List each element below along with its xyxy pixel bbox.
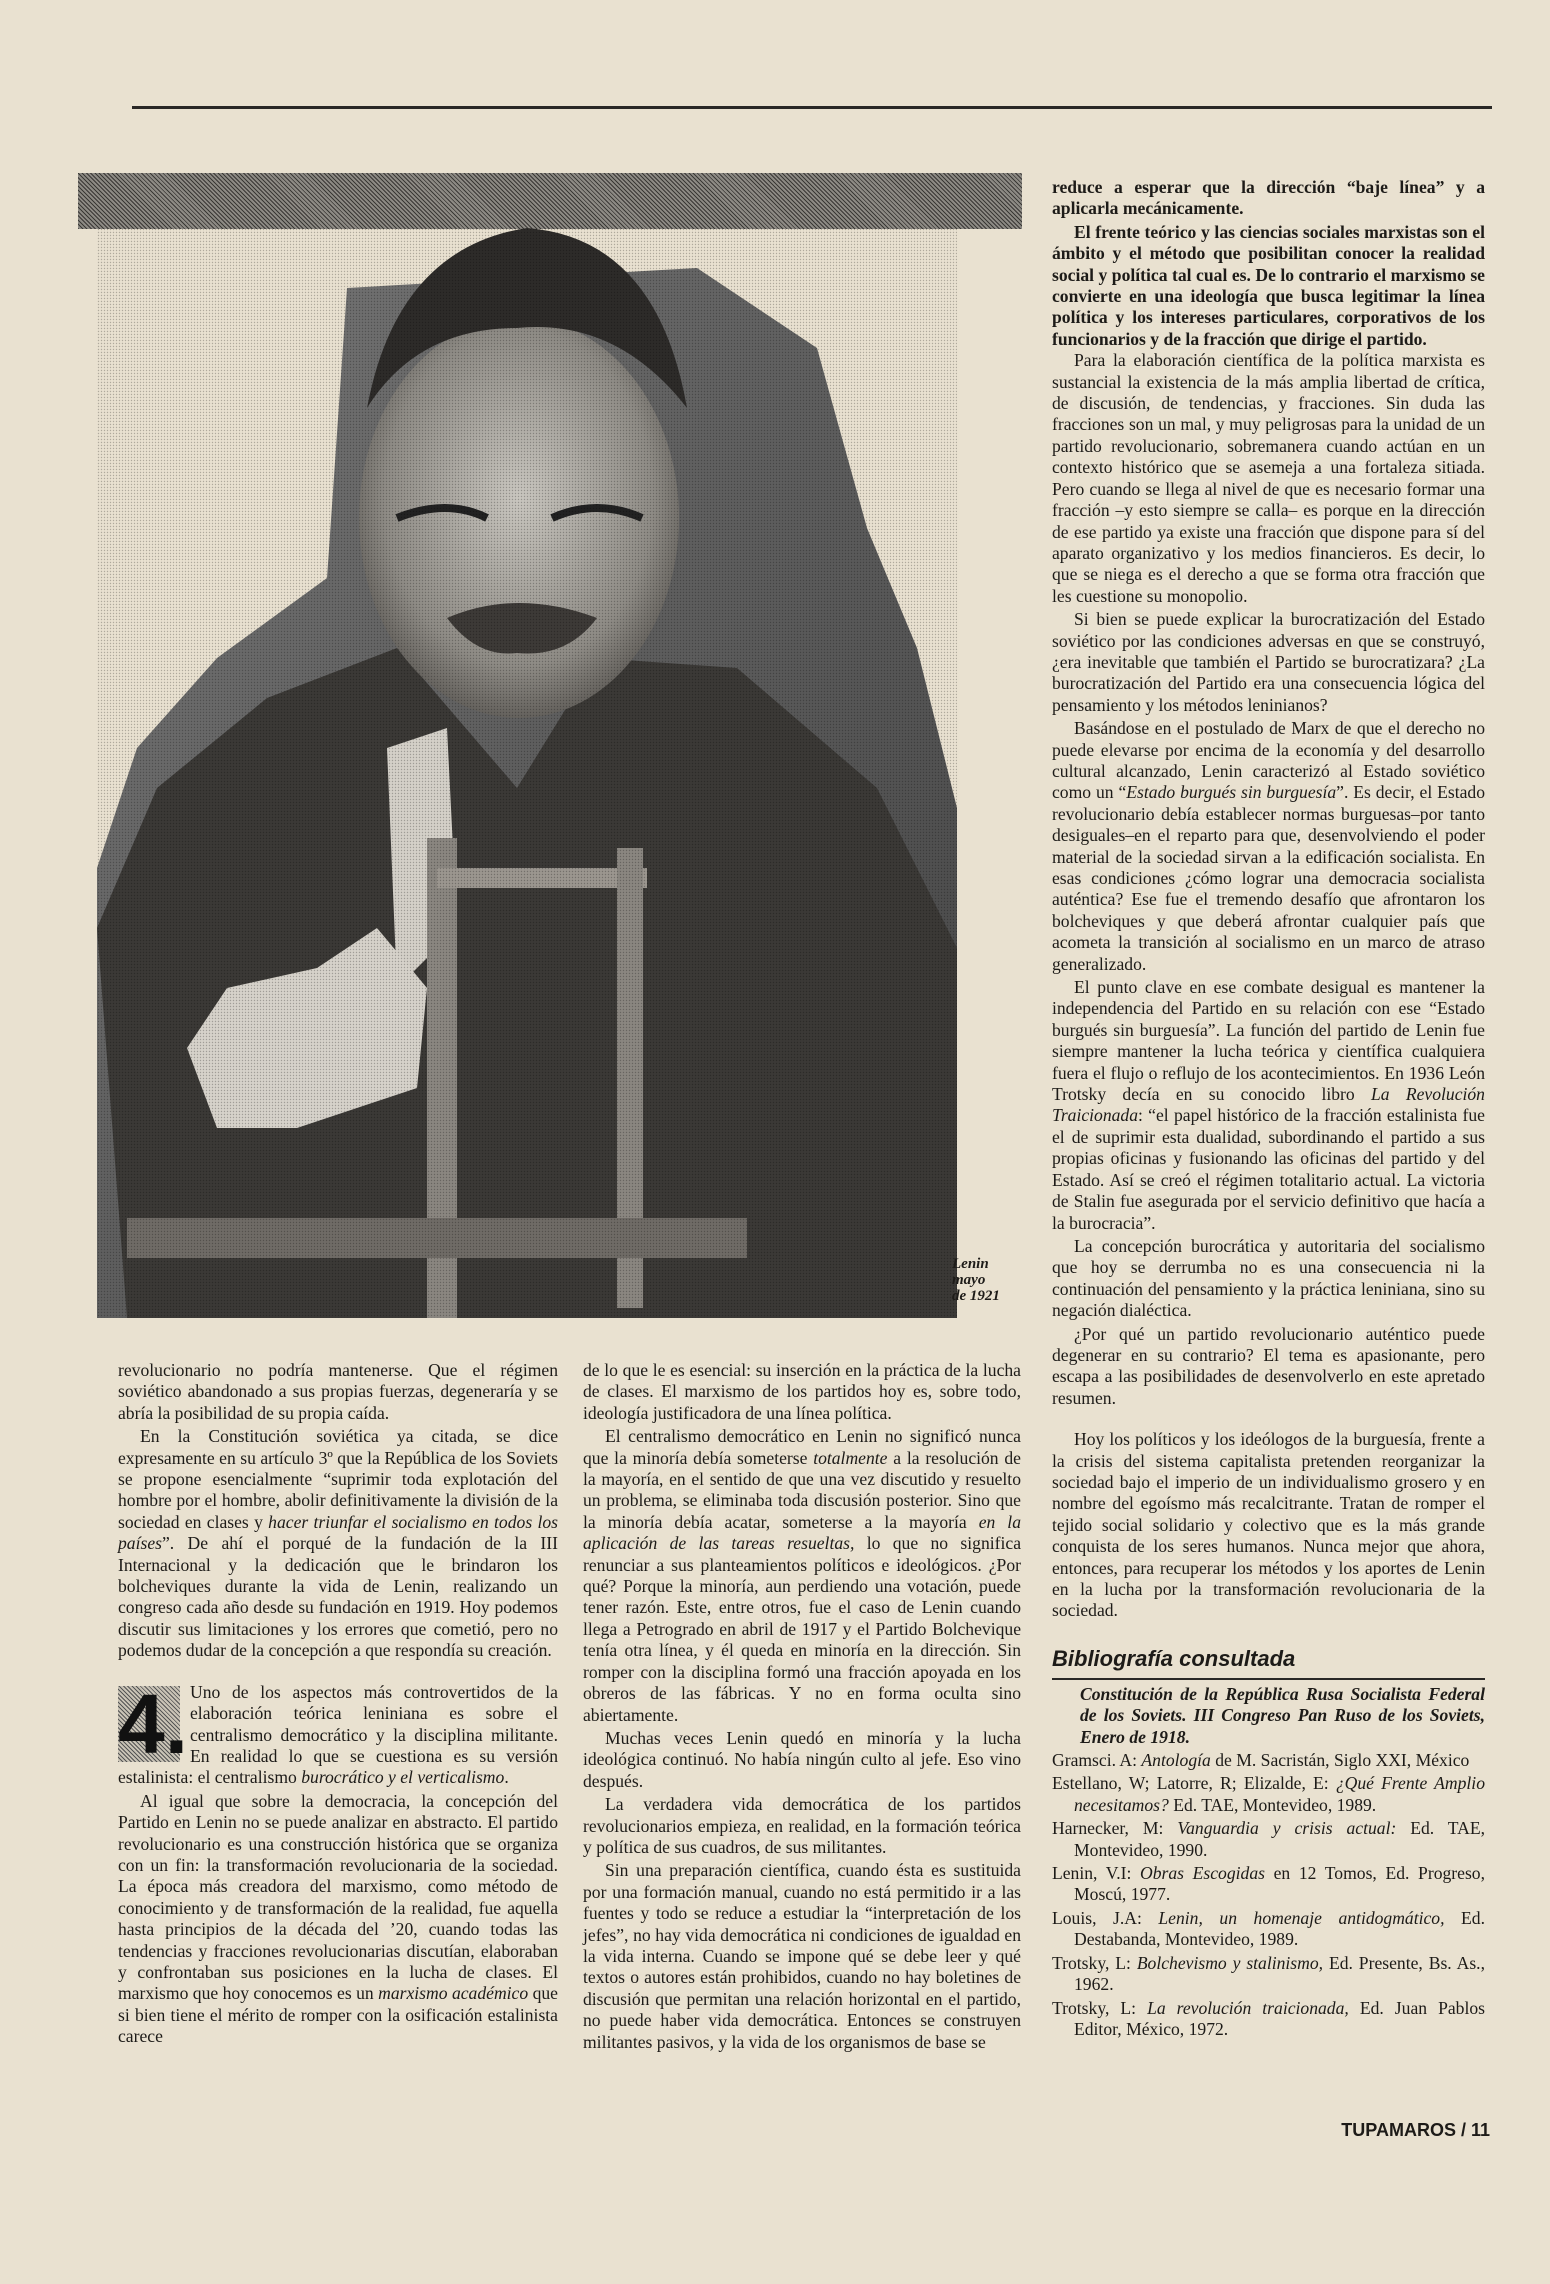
top-rule: [132, 106, 1492, 109]
paragraph: Hoy los políticos y los ideólogos de la burguesía, frente a la crisis del sistema capitalista pretenden reorganizar la sociedad bajo el imperio de un individualismo grosero y en nombre del egoísmo más recalcitrante. Tratan de romper el tejido social solidario y colectivo que es la más grande conquista de los seres humanos. Nunca mejor que ahora, entonces, para recuperar los métodos y los aportes de Lenin en la lucha por la transformación revolucionaria de la sociedad.: [1052, 1429, 1485, 1621]
column-2: [583, 1360, 1021, 2053]
photo-caption: [952, 1256, 1016, 1304]
paragraph-section-4: 4. Uno de los aspectos más controvertidos de la elaboración teórica leniniana es sobre el centralismo democrático y la disciplina militante. En realidad lo que se cuestiona es su versión estalinista: el centralismo burocrático y el verticalismo.: [118, 1676, 558, 1788]
bib-entry: Trotsky, L: Bolchevismo y stalinismo, Ed. Presente, Bs. As., 1962.: [1052, 1952, 1485, 1995]
bib-entry: Lenin, V.I: Obras Escogidas en 12 Tomos, Ed. Progreso, Moscú, 1977.: [1052, 1863, 1486, 1905]
bib-entry: Constitución de la República Rusa Socialista Federal de los Soviets. III Congreso Pan Ruso de los Soviets, Enero de 1918.: [1080, 1683, 1485, 1747]
bib-entry: Louis, J.A: Lenin, un homenaje antidogmático, Ed. Destabanda, Montevideo, 1989.: [1052, 1907, 1485, 1950]
column-3: [1052, 177, 1485, 2040]
paragraph: El punto clave en ese combate desigual es mantener la independencia del Partido en su relación con ese “Estado burgués sin burguesía”. La función del partido de Lenin fue siempre mantener la lucha teórica y científica cualquiera fuera el flujo o reflujo de los acontecimientos. En 1936 León Trotsky decía en su conocido libro La Revolución Traicionada: “el papel histórico de la fracción estalinista fue el de suprimir esta dualidad, subordinando el partido a sus propias oficinas y fusionando las oficinas del partido y del Estado. Así se creó el régimen totalitario actual. La victoria de Stalin fue asegurada por el servicio definitivo que hacía a la burocracia”.: [1052, 977, 1485, 1233]
bibliography-list: [1052, 1684, 1485, 2041]
bib-entry: Trotsky, L: La revolución traicionada, Ed. Juan Pablos Editor, México, 1972.: [1052, 1997, 1485, 2039]
paragraph: Al igual que sobre la democracia, la concepción del Partido en Lenin no se puede analizar en abstracto. El partido revolucionario es una construcción histórica que se organiza con un fin: la transformación revolucionaria de la sociedad. La época más creadora del marxismo, como método de conocimiento y de transformación de la realidad, fue aquella hasta principios de la década del ’20, cuando todas las tendencias y fracciones revolucionarias discutían, elaboraban y confrontaban sus posiciones en la lucha de clases. El marxismo que hoy conocemos es un marxismo académico que si bien tiene el mérito de romper con la osificación estalinista carece: [118, 1790, 558, 2047]
bib-entry: Estellano, W; Latorre, R; Elizalde, E: ¿Qué Frente Amplio necesitamos? Ed. TAE, Montevideo, 1989.: [1052, 1773, 1485, 1815]
paragraph: Muchas veces Lenin quedó en minoría y la lucha ideológica continuó. No había ningún culto al jefe. Eso vino después.: [583, 1727, 1021, 1791]
column-1: [118, 1360, 558, 2048]
paragraph: revolucionario no podría mantenerse. Que el régimen soviético abandonado a sus propias fuerzas, degeneraría y se abría la posibilidad de su propia caída.: [118, 1360, 558, 1423]
paragraph: Si bien se puede explicar la burocratización del Estado soviético por las condiciones adversas en que se construyó, ¿era inevitable que también el Partido se burocratizara? ¿La burocratización del Partido era una consecuencia lógica del pensamiento y los métodos leninianos?: [1052, 609, 1485, 715]
bibliography-heading: Bibliografía consultada: [1052, 1646, 1485, 1680]
paragraph-bold: reduce a esperar que la dirección “baje línea” y a aplicarla mecánicamente.: [1052, 177, 1485, 219]
caption-line: mayo: [952, 1272, 986, 1288]
bib-entry: Gramsci. A: Antología de M. Sacristán, Siglo XXI, México: [1052, 1750, 1470, 1771]
page-footer: TUPAMAROS / 11: [1341, 2120, 1490, 2140]
bib-entry: Harnecker, M: Vanguardia y crisis actual: Ed. TAE, Montevideo, 1990.: [1052, 1818, 1485, 1860]
paragraph: Sin una preparación científica, cuando ésta es sustituida por una formación manual, cuando no está permitido ir a las fuentes y todo se reduce a estudiar la “interpretación de los jefes”, no hay vida democrática ni condiciones de igualdad en la vida interna. Cuando se impone qué se debe leer y qué textos o autores están prohibidos, cuando no hay boletines de discusión que permitan una relación horizontal en el partido, no puede haber vida democrática. Entonces se construyen militantes pasivos, y la vida de los organismos de base se: [583, 1860, 1021, 2052]
paragraph: La verdadera vida democrática de los partidos revolucionarios empieza, en realidad, en la formación teórica y política de sus cuadros, de sus militantes.: [583, 1794, 1021, 1857]
section-number: 4.: [118, 1676, 189, 1771]
paragraph: ¿Por qué un partido revolucionario auténtico puede degenerar en su contrario? El tema es apasionante, pero escapa a las posibilidades de desenvolverlo en este apretado resumen.: [1052, 1323, 1485, 1408]
paragraph: Basándose en el postulado de Marx de que el derecho no puede elevarse por encima de la economía y del desarrollo cultural alcanzado, Lenin caracterizó al Estado soviético como un “Estado burgués sin burguesía”. Es decir, el Estado revolucionario debía establecer normas burguesas–por tanto desiguales–en el reparto para que, desenvolviendo el poder material de la sociedad sirvan a la edificación socialista. En esas condiciones ¿cómo lograr una democracia socialista auténtica? Ese fue el tremendo desafío que afrontaron los bolcheviques y que deberá afrontar cualquier país que acometa la transición al socialismo en un marco de atraso generalizado.: [1052, 718, 1485, 974]
paragraph-bold: El frente teórico y las ciencias sociales marxistas son el ámbito y el método que posibilitan conocer la realidad social y política tal cual es. De lo contrario el marxismo se convierte en una ideología que busca legitimar la línea política y los intereses particulares, corporativos de los funcionarios y de la fracción que dirige el partido.: [1052, 221, 1485, 349]
paragraph: de lo que le es esencial: su inserción en la práctica de la lucha de clases. El marxismo de los partidos hoy es, sobre todo, ideología justificadora de una línea política.: [583, 1360, 1021, 1423]
paragraph: La concepción burocrática y autoritaria del socialismo que hoy se derrumba no es una consecuencia ni la continuación del pensamiento y la práctica leniniana, sino su negación dialéctica.: [1052, 1235, 1485, 1321]
lenin-photo: [97, 228, 957, 1318]
paragraph: En la Constitución soviética ya citada, se dice expresamente en su artículo 3º que la República de los Soviets se propone esencialmente “suprimir toda explotación del hombre por el hombre, abolir definitivamente la división de la sociedad en clases y hacer triunfar el socialismo en todos los países”. De ahí el porqué de la fundación de la III Internacional y la dedicación que le brindaron los bolcheviques durante la vida de Lenin, realizando un congreso cada año desde su fundación en 1919. Hoy podemos discutir sus limitaciones y los errores que cometió, pero no podemos dudar de la concepción a que respondía su creación.: [118, 1426, 559, 1661]
paragraph: El centralismo democrático en Lenin no significó nunca que la minoría debía someterse totalmente a la resolución de la mayoría, en el sentido de que una vez discutido y resuelto un problema, se eliminaba toda discusión posterior. Sino que la minoría debía acatar, someterse a la mayoría en la aplicación de las tareas resueltas, lo que no significa renunciar a sus planteamientos políticos e ideológicos. ¿Por qué? Porque la minoría, aun perdiendo una votación, puede tener razón. Este, entre otros, fue el caso de Lenin cuando llega a Petrogrado en abril de 1917 y el Partido Bolchevique tenía otra línea, y él queda en minoría en la dirección. Sin romper con la disciplina formó una fracción apoyada en los obreros de las fábricas. Y no en forma oculta sino abiertamente.: [583, 1426, 1021, 1725]
paragraph: Para la elaboración científica de la política marxista es sustancial la existencia de la más amplia libertad de crítica, de discusión, de tendencias, y fracciones. Sin duda las fracciones son un mal, y muy peligrosas para la unidad de un partido revolucionario, sobremanera cuando actúan en un contexto histórico que se asemeja a una fortaleza sitiada. Pero cuando se llega al nivel de que es necesario formar una fracción –y esto siempre se calla– es porque en la dirección de ese partido ya existe una fracción que dispone para sí del aparato organizativo y los medios financieros. Es decir, lo que se niega es el derecho a que se forma otra fracción que les cuestione su monopolio.: [1052, 350, 1485, 606]
caption-line: Lenin: [952, 1256, 989, 1272]
caption-line: de 1921: [952, 1288, 1000, 1304]
halftone-banner: [78, 173, 1022, 229]
